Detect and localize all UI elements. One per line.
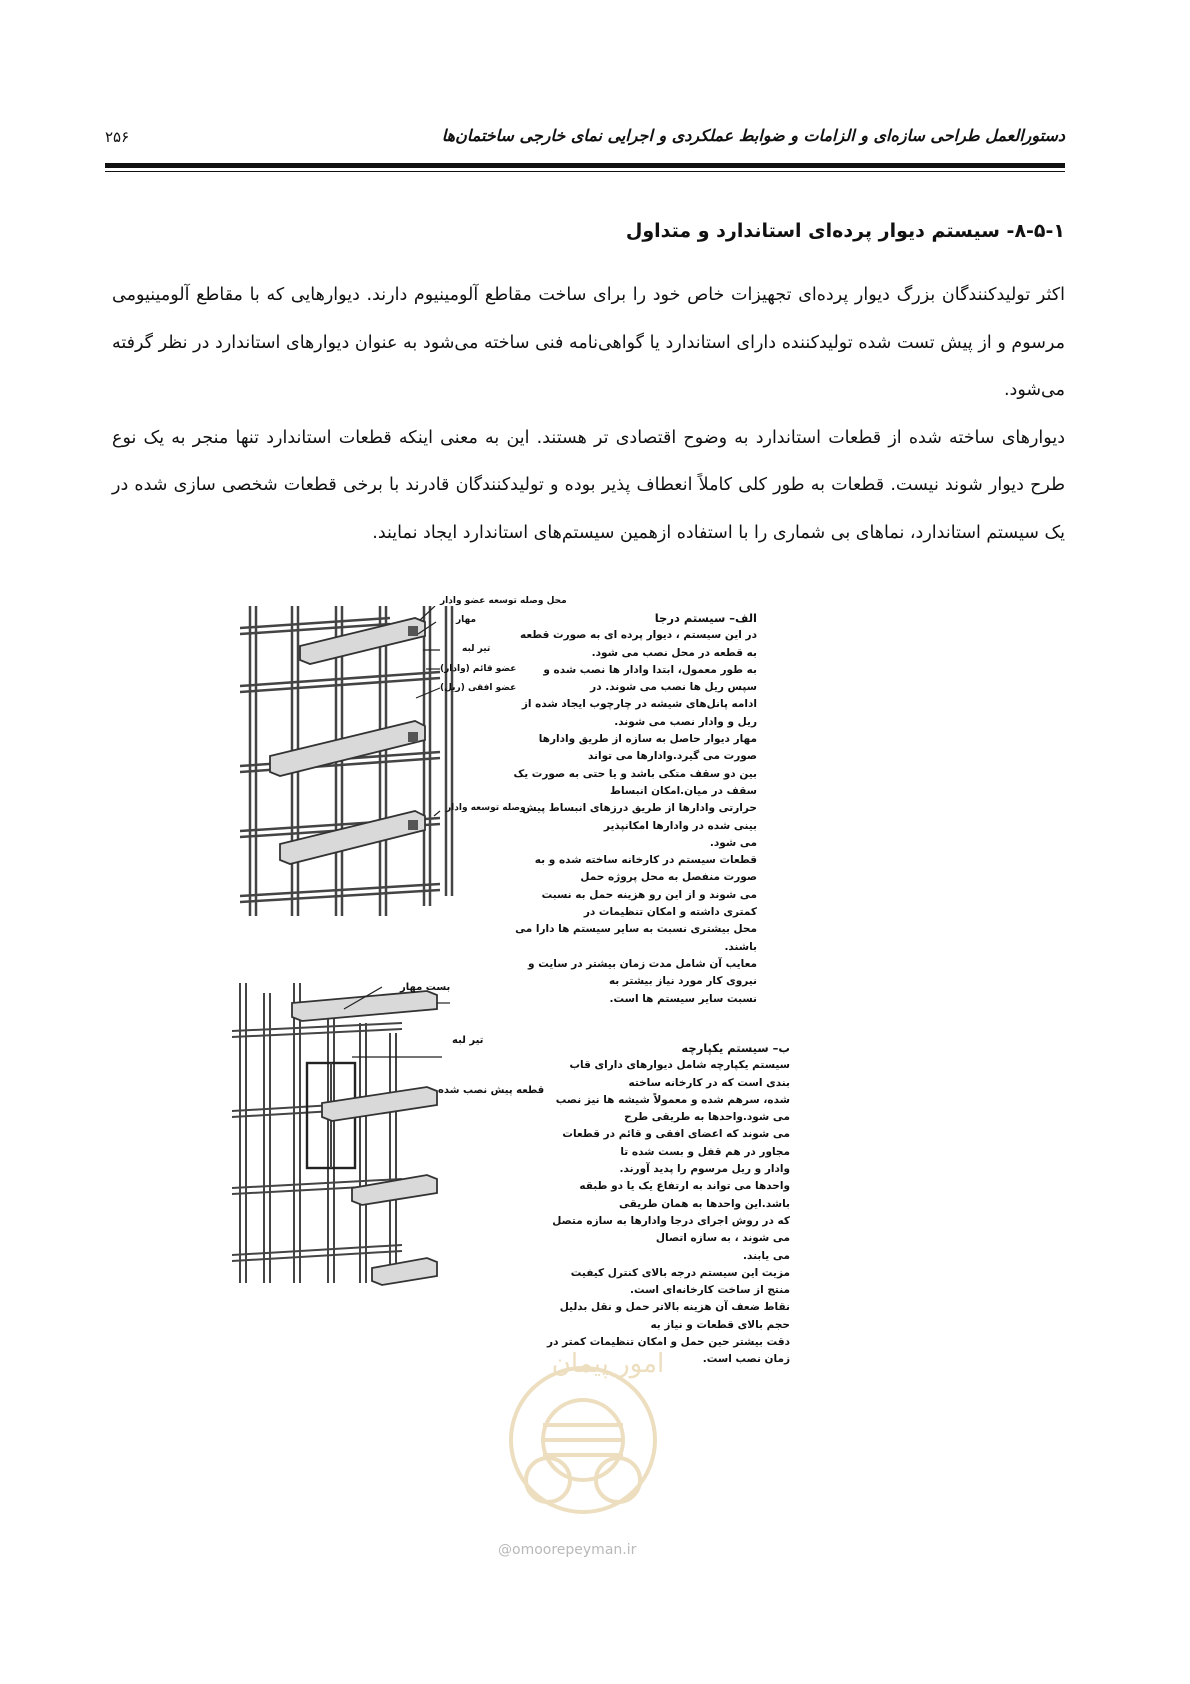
caption-line: می شوند که اعضای افقی و قائم در قطعات مجاور در هم قفل و بست شده تا xyxy=(562,1128,790,1158)
header-rule-thick xyxy=(105,163,1065,168)
caption-line: در این سیستم ، دیوار پرده ای به صورت قطعه به قطعه در محل نصب می شود. xyxy=(519,629,757,659)
running-title: دستورالعمل طراحی سازه‌ای و الزامات و ضوابط عملکردی و اجرایی نمای خارجی ساختمان‌ها xyxy=(441,126,1065,145)
label-horizontal-member: عضو افقی (ریل) xyxy=(440,683,517,693)
caption-line: می شود. xyxy=(709,836,757,849)
caption-title: الف– سیستم درجا xyxy=(654,611,757,625)
label-vertical-member: عضو قائم (وادار) xyxy=(440,664,517,674)
caption-line: واحدها می تواند به ارتفاع یک یا دو طبقه باشد.این واحدها به همان طریقی xyxy=(579,1180,790,1210)
caption-line: وادار و ریل مرسوم را پدید آورند. xyxy=(619,1163,790,1176)
caption-line: نسبت سایر سیستم ها است. xyxy=(609,992,757,1005)
label-mullion-splice: وصله توسعه وادار xyxy=(446,803,526,813)
caption-title: ب– سیستم یکپارچه xyxy=(681,1041,790,1055)
label-anchor: مهار xyxy=(456,615,477,625)
paragraph-2: دیوارهای ساخته شده از قطعات استاندارد به وضوح اقتصادی تر هستند. این به معنی اینکه قطعات استاندارد تنها منجر به یک نوع طرح دیوار شوند نیست. قطعات به طور کلی کاملاً انعطاف پذیر بوده و تولیدکنندگان قادرند با برخی قطعات شخصی سازی شده در یک سیستم استاندارد، نماهای بی شماری را با استفاده ازهمین سیستم‌های استاندارد ایجاد نمایند. xyxy=(112,427,1065,543)
page-number: ۲۵۶ xyxy=(105,128,130,146)
caption-unitized-system xyxy=(545,1040,790,1369)
body-text xyxy=(112,272,1065,558)
watermark-logo xyxy=(488,1330,678,1530)
header-rule-thin xyxy=(105,171,1065,172)
caption-line: معایب آن شامل مدت زمان بیشتر در سایت و نیروی کار مورد نیاز بیشتر به xyxy=(528,957,757,988)
caption-line: مزیت این سیستم درجه بالای کنترل کیفیت منتج از ساخت کارخانه‌ای است. xyxy=(570,1266,790,1297)
caption-line: قطعات سیستم در کارخانه ساخته شده و به صورت منفصل به محل پروژه حمل xyxy=(534,854,757,884)
caption-line: که در روش اجرای درجا وادارها به سازه متصل می شوند ، به سازه اتصال xyxy=(552,1214,790,1245)
figure-unitized-system xyxy=(232,983,472,1293)
caption-line: دقت بیشتر حین حمل و امکان تنظیمات کمتر در زمان نصب است. xyxy=(547,1336,790,1366)
caption-line: بین دو سقف متکی باشد و یا حتی به صورت یک سقف در میان.امکان انبساط xyxy=(513,767,757,797)
label-edge-beam: تیر لبه xyxy=(462,644,491,654)
label-splice-location: محل وصله توسعه عضو وادار xyxy=(440,596,567,606)
caption-line: مهار دیوار حاصل به سازه از طریق وادارها صورت می گیرد.وادارها می تواند xyxy=(538,733,757,763)
caption-line: به طور معمول، ابتدا وادار ها نصب شده و سپس ریل ها نصب می شوند. در xyxy=(543,663,757,694)
caption-line: می شوند و از این رو هزینه حمل به نسبت کمتری داشته و امکان تنظیمات در xyxy=(541,888,757,919)
caption-line: محل بیشتری نسبت به سایر سیستم ها دارا می باشند. xyxy=(515,923,757,953)
caption-line: ادامه پانل‌های شیشه در چارچوب ایجاد شده از ریل و وادار نصب می شوند. xyxy=(521,698,757,728)
caption-stick-system xyxy=(512,610,757,1008)
caption-line: سیستم یکپارچه شامل دیوارهای دارای قاب بندی است که در کارخانه ساخته xyxy=(569,1059,790,1089)
watermark-url: @omoorepeyman.ir xyxy=(498,1542,637,1558)
label-anchor-bracket: بست مهار xyxy=(400,982,451,993)
label-edge-beam-b: تیر لبه xyxy=(452,1035,484,1046)
unitized-system-drawing xyxy=(232,983,472,1293)
caption-line: شده، سرهم شده و معمولاً شیشه ها نیز نصب می شود.واحدها به طریقی طرح xyxy=(555,1093,790,1124)
paragraph-1: اکثر تولیدکنندگان بزرگ دیوار پرده‌ای تجهیزات خاص خود را برای ساخت مقاطع آلومینیوم دارند. دیوارهایی که با مقاطع آلومینیومی مرسوم و از پیش تست شده تولیدکننده دارای استاندارد یا گواهی‌نامه فنی ساخته می‌شود به عنوان دیوارهای استاندارد در نظر گرفته می‌شود. xyxy=(112,285,1065,401)
label-prefab-unit: قطعه پیش نصب شده xyxy=(438,1085,545,1096)
watermark-seal xyxy=(488,1330,678,1530)
section-heading: ۸-۵-۱- سیستم دیوار پرده‌ای استاندارد و متداول xyxy=(625,220,1065,242)
watermark-logo-text: امور پیمان xyxy=(551,1349,665,1379)
page-header xyxy=(105,126,1065,166)
caption-line: حرارتی وادارها از طریق درزهای انبساط پیش بینی شده در وادارها امکانپذیر xyxy=(522,802,757,832)
caption-line: نقاط ضعف آن هزینه بالاتر حمل و نقل بدلیل حجم بالای قطعات و نیاز به xyxy=(559,1301,790,1331)
caption-line: می یابند. xyxy=(743,1249,790,1262)
